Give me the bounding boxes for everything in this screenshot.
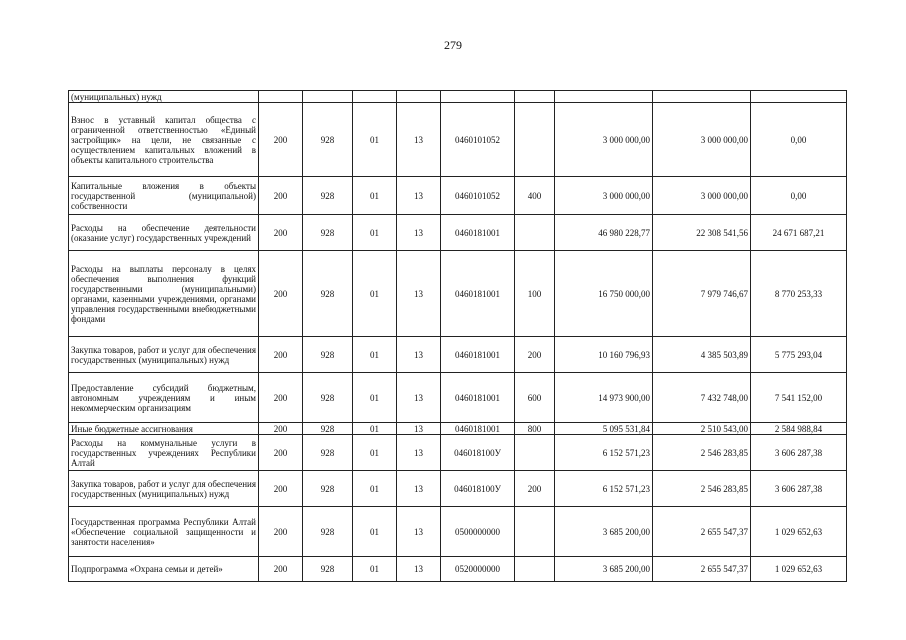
- cell-s1: [555, 91, 653, 103]
- cell-ved: 928: [303, 435, 353, 471]
- cell-s3: 3 606 287,38: [751, 435, 847, 471]
- cell-s3: 3 606 287,38: [751, 471, 847, 507]
- cell-name: Государственная программа Республики Алтай «Обеспечение социальной защищенности и занятости населения»: [69, 507, 259, 557]
- cell-pr: 13: [397, 177, 441, 215]
- cell-s3: 0,00: [751, 177, 847, 215]
- cell-ved: 928: [303, 251, 353, 337]
- cell-vr: 100: [515, 251, 555, 337]
- cell-csr: 0500000000: [441, 507, 515, 557]
- cell-s1: 10 160 796,93: [555, 337, 653, 373]
- cell-rz: 01: [353, 215, 397, 251]
- cell-s2: 2 546 283,85: [653, 471, 751, 507]
- cell-adm: 200: [259, 251, 303, 337]
- cell-ved: 928: [303, 373, 353, 423]
- cell-pr: 13: [397, 251, 441, 337]
- cell-s2: 2 546 283,85: [653, 435, 751, 471]
- cell-vr: [515, 103, 555, 177]
- table-row: [69, 215, 847, 251]
- cell-pr: 13: [397, 215, 441, 251]
- cell-s1: 14 973 900,00: [555, 373, 653, 423]
- cell-rz: 01: [353, 103, 397, 177]
- cell-s1: 46 980 228,77: [555, 215, 653, 251]
- cell-adm: 200: [259, 423, 303, 435]
- cell-adm: 200: [259, 215, 303, 251]
- cell-ved: 928: [303, 471, 353, 507]
- cell-s1: 3 685 200,00: [555, 557, 653, 582]
- cell-pr: 13: [397, 557, 441, 582]
- cell-pr: 13: [397, 373, 441, 423]
- cell-s2: 22 308 541,56: [653, 215, 751, 251]
- cell-s2: 2 655 547,37: [653, 557, 751, 582]
- cell-adm: 200: [259, 435, 303, 471]
- cell-s3: 5 775 293,04: [751, 337, 847, 373]
- table-body: [69, 91, 847, 582]
- cell-csr: 0460181001: [441, 251, 515, 337]
- cell-name: Предоставление субсидий бюджетным, автономным учреждениям и иным некоммерческим организациям: [69, 373, 259, 423]
- cell-csr: 0460101052: [441, 103, 515, 177]
- cell-ved: 928: [303, 103, 353, 177]
- cell-ved: [303, 91, 353, 103]
- cell-name: (муниципальных) нужд: [69, 91, 259, 103]
- cell-s2: 3 000 000,00: [653, 103, 751, 177]
- cell-csr: [441, 91, 515, 103]
- cell-ved: 928: [303, 215, 353, 251]
- cell-vr: 200: [515, 337, 555, 373]
- cell-csr: 0460181001: [441, 423, 515, 435]
- cell-csr: 046018100У: [441, 435, 515, 471]
- cell-adm: 200: [259, 337, 303, 373]
- cell-s3: 0,00: [751, 103, 847, 177]
- table-row: [69, 251, 847, 337]
- cell-vr: [515, 557, 555, 582]
- cell-s3: 2 584 988,84: [751, 423, 847, 435]
- cell-vr: [515, 507, 555, 557]
- table-row: [69, 103, 847, 177]
- cell-s2: 4 385 503,89: [653, 337, 751, 373]
- cell-vr: 400: [515, 177, 555, 215]
- cell-s1: 5 095 531,84: [555, 423, 653, 435]
- cell-csr: 0460101052: [441, 177, 515, 215]
- cell-vr: [515, 215, 555, 251]
- cell-name: Расходы на обеспечение деятельности (оказание услуг) государственных учреждений: [69, 215, 259, 251]
- cell-name: Расходы на выплаты персоналу в целях обеспечения выполнения функций государственными (муниципальными) органами, казенными учреждениями, органами управления государственными внебюджетными фондами: [69, 251, 259, 337]
- cell-ved: 928: [303, 177, 353, 215]
- cell-s2: 2 655 547,37: [653, 507, 751, 557]
- cell-s2: 7 432 748,00: [653, 373, 751, 423]
- table-row: [69, 435, 847, 471]
- cell-rz: 01: [353, 435, 397, 471]
- cell-rz: 01: [353, 251, 397, 337]
- cell-s3: 7 541 152,00: [751, 373, 847, 423]
- cell-name: Капитальные вложения в объекты государственной (муниципальной) собственности: [69, 177, 259, 215]
- table-row: [69, 177, 847, 215]
- cell-vr: 600: [515, 373, 555, 423]
- cell-csr: 0460181001: [441, 373, 515, 423]
- cell-adm: 200: [259, 177, 303, 215]
- cell-rz: 01: [353, 557, 397, 582]
- table-row: [69, 507, 847, 557]
- cell-ved: 928: [303, 337, 353, 373]
- cell-rz: 01: [353, 337, 397, 373]
- table-row: [69, 91, 847, 103]
- cell-name: Закупка товаров, работ и услуг для обеспечения государственных (муниципальных) нужд: [69, 471, 259, 507]
- cell-pr: [397, 91, 441, 103]
- cell-rz: 01: [353, 471, 397, 507]
- cell-vr: 200: [515, 471, 555, 507]
- cell-s2: 7 979 746,67: [653, 251, 751, 337]
- table-row: [69, 557, 847, 582]
- cell-adm: 200: [259, 373, 303, 423]
- budget-table: [68, 90, 847, 582]
- cell-adm: 200: [259, 103, 303, 177]
- cell-s3: 24 671 687,21: [751, 215, 847, 251]
- cell-rz: 01: [353, 507, 397, 557]
- cell-pr: 13: [397, 471, 441, 507]
- cell-s1: 6 152 571,23: [555, 435, 653, 471]
- cell-rz: 01: [353, 423, 397, 435]
- cell-pr: 13: [397, 507, 441, 557]
- cell-ved: 928: [303, 423, 353, 435]
- cell-s3: 8 770 253,33: [751, 251, 847, 337]
- cell-csr: 0460181001: [441, 337, 515, 373]
- cell-name: Иные бюджетные ассигнования: [69, 423, 259, 435]
- cell-s1: 3 685 200,00: [555, 507, 653, 557]
- cell-pr: 13: [397, 423, 441, 435]
- cell-s3: [751, 91, 847, 103]
- cell-name: Подпрограмма «Охрана семьи и детей»: [69, 557, 259, 582]
- cell-pr: 13: [397, 435, 441, 471]
- cell-rz: [353, 91, 397, 103]
- cell-s2: [653, 91, 751, 103]
- cell-s1: 6 152 571,23: [555, 471, 653, 507]
- cell-rz: 01: [353, 177, 397, 215]
- cell-rz: 01: [353, 373, 397, 423]
- cell-adm: 200: [259, 471, 303, 507]
- page-number: 279: [444, 38, 462, 52]
- table-row: [69, 423, 847, 435]
- cell-csr: 046018100У: [441, 471, 515, 507]
- cell-vr: 800: [515, 423, 555, 435]
- cell-name: Расходы на коммунальные услуги в государственных учреждениях Республики Алтай: [69, 435, 259, 471]
- table-row: [69, 471, 847, 507]
- cell-name: Закупка товаров, работ и услуг для обеспечения государственных (муниципальных) нужд: [69, 337, 259, 373]
- cell-adm: 200: [259, 507, 303, 557]
- cell-s2: 3 000 000,00: [653, 177, 751, 215]
- cell-vr: [515, 435, 555, 471]
- cell-adm: 200: [259, 557, 303, 582]
- cell-s1: 3 000 000,00: [555, 103, 653, 177]
- cell-pr: 13: [397, 337, 441, 373]
- cell-csr: 0460181001: [441, 215, 515, 251]
- table-row: [69, 337, 847, 373]
- cell-vr: [515, 91, 555, 103]
- table-row: [69, 373, 847, 423]
- cell-s2: 2 510 543,00: [653, 423, 751, 435]
- cell-name: Взнос в уставный капитал общества с ограниченной ответственностью «Единый застройщик» на цели, не связанные с осуществлением капитальных вложений в объекты капитального строительства: [69, 103, 259, 177]
- cell-ved: 928: [303, 557, 353, 582]
- cell-adm: [259, 91, 303, 103]
- cell-ved: 928: [303, 507, 353, 557]
- cell-s3: 1 029 652,63: [751, 507, 847, 557]
- cell-s1: 3 000 000,00: [555, 177, 653, 215]
- cell-s3: 1 029 652,63: [751, 557, 847, 582]
- cell-pr: 13: [397, 103, 441, 177]
- cell-s1: 16 750 000,00: [555, 251, 653, 337]
- cell-csr: 0520000000: [441, 557, 515, 582]
